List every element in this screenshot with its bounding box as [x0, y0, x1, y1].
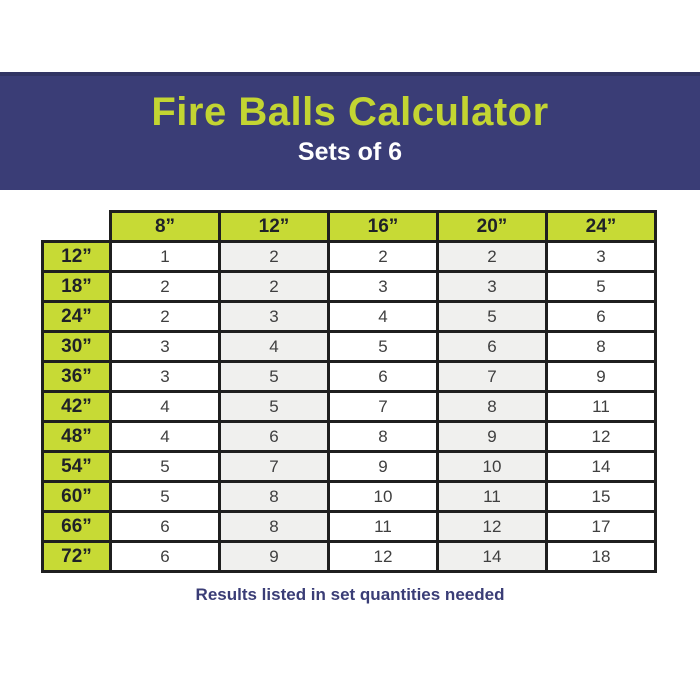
data-cell: 9 [329, 452, 438, 482]
table-row [43, 512, 656, 542]
data-cell: 11 [438, 482, 547, 512]
data-cell: 5 [329, 332, 438, 362]
data-cell: 1 [111, 242, 220, 272]
data-cell: 5 [220, 362, 329, 392]
footer-note: Results listed in set quantities needed [195, 585, 505, 604]
data-cell: 3 [547, 242, 656, 272]
table-row [43, 302, 656, 332]
corner-cell [43, 212, 111, 242]
data-cell: 3 [438, 272, 547, 302]
header-banner [0, 72, 700, 190]
data-cell: 3 [111, 362, 220, 392]
row-header-cell: 66” [43, 512, 111, 542]
data-cell: 6 [111, 542, 220, 572]
table-row [43, 422, 656, 452]
data-cell: 2 [111, 302, 220, 332]
row-header-cell: 36” [43, 362, 111, 392]
row-header-cell: 48” [43, 422, 111, 452]
row-header-cell: 54” [43, 452, 111, 482]
data-cell: 6 [329, 362, 438, 392]
data-cell: 3 [220, 302, 329, 332]
row-header-cell: 60” [43, 482, 111, 512]
data-cell: 5 [111, 482, 220, 512]
data-cell: 14 [438, 542, 547, 572]
data-cell: 12 [547, 422, 656, 452]
data-cell: 3 [329, 272, 438, 302]
table-row [43, 332, 656, 362]
data-cell: 5 [438, 302, 547, 332]
page-subtitle: Sets of 6 [297, 138, 403, 166]
data-cell: 6 [220, 422, 329, 452]
col-header-cell: 12” [220, 212, 329, 242]
data-cell: 8 [438, 392, 547, 422]
table-row [43, 542, 656, 572]
page-title: Fire Balls Calculator [151, 90, 549, 134]
data-cell: 9 [220, 542, 329, 572]
data-cell: 14 [547, 452, 656, 482]
column-header-row [43, 212, 656, 242]
data-cell: 8 [547, 332, 656, 362]
row-header-cell: 42” [43, 392, 111, 422]
data-cell: 6 [547, 302, 656, 332]
data-cell: 12 [329, 542, 438, 572]
data-cell: 17 [547, 512, 656, 542]
table-head [43, 212, 656, 242]
data-cell: 3 [111, 332, 220, 362]
data-cell: 7 [329, 392, 438, 422]
col-header-cell: 8” [111, 212, 220, 242]
table-row [43, 482, 656, 512]
data-cell: 8 [220, 482, 329, 512]
data-cell: 2 [220, 242, 329, 272]
data-cell: 8 [329, 422, 438, 452]
data-cell: 4 [111, 422, 220, 452]
data-cell: 10 [329, 482, 438, 512]
data-cell: 9 [438, 422, 547, 452]
data-cell: 15 [547, 482, 656, 512]
table-row [43, 392, 656, 422]
table-row [43, 452, 656, 482]
table-row [43, 242, 656, 272]
data-cell: 7 [220, 452, 329, 482]
data-cell: 5 [220, 392, 329, 422]
data-cell: 5 [547, 272, 656, 302]
row-header-cell: 72” [43, 542, 111, 572]
data-cell: 9 [547, 362, 656, 392]
data-cell: 11 [547, 392, 656, 422]
row-header-cell: 12” [43, 242, 111, 272]
data-cell: 4 [329, 302, 438, 332]
row-header-cell: 18” [43, 272, 111, 302]
data-cell: 7 [438, 362, 547, 392]
row-header-cell: 30” [43, 332, 111, 362]
data-cell: 4 [111, 392, 220, 422]
fire-balls-table [41, 210, 657, 573]
table-row [43, 272, 656, 302]
data-cell: 10 [438, 452, 547, 482]
data-cell: 2 [220, 272, 329, 302]
col-header-cell: 16” [329, 212, 438, 242]
data-cell: 12 [438, 512, 547, 542]
table-row [43, 362, 656, 392]
data-cell: 5 [111, 452, 220, 482]
col-header-cell: 24” [547, 212, 656, 242]
data-cell: 8 [220, 512, 329, 542]
data-cell: 6 [438, 332, 547, 362]
data-cell: 2 [438, 242, 547, 272]
data-cell: 4 [220, 332, 329, 362]
data-cell: 11 [329, 512, 438, 542]
table-body [43, 242, 656, 572]
col-header-cell: 20” [438, 212, 547, 242]
data-cell: 2 [329, 242, 438, 272]
data-cell: 18 [547, 542, 656, 572]
row-header-cell: 24” [43, 302, 111, 332]
data-cell: 6 [111, 512, 220, 542]
data-cell: 2 [111, 272, 220, 302]
